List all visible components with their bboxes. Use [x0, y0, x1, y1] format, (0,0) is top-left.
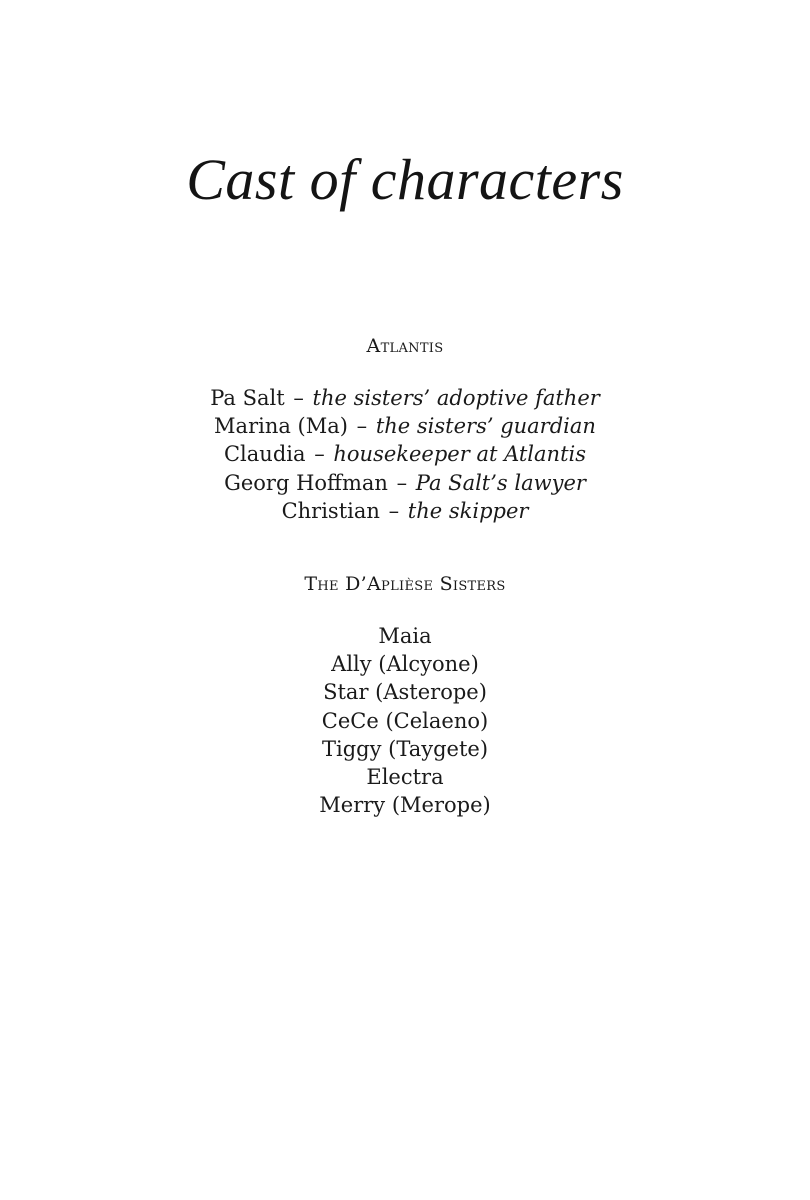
- character-name: Pa Salt: [210, 386, 285, 410]
- cast-entry: [0, 469, 810, 497]
- sister-name: Merry (Merope): [319, 793, 491, 818]
- character-role: housekeeper at Atlantis: [333, 442, 587, 467]
- atlantis-heading: Atlantis: [366, 335, 444, 357]
- character-role: the sisters’ guardian: [375, 414, 596, 439]
- page-title: Cast of characters: [186, 147, 624, 212]
- sisters-heading: The D’Aplièse Sisters: [304, 573, 506, 595]
- sister-name: Tiggy (Taygete): [321, 736, 489, 761]
- separator-dash: –: [293, 386, 304, 410]
- separator-dash: –: [356, 414, 368, 439]
- character-name: Georg Hoffman: [224, 470, 388, 495]
- sisters-section: [0, 572, 810, 596]
- character-name: Claudia: [223, 442, 306, 467]
- character-role: the skipper: [407, 498, 529, 523]
- sister-name: Electra: [366, 765, 444, 790]
- cast-entry: [0, 412, 810, 440]
- character-role: the sisters’ adoptive father: [312, 386, 600, 410]
- cast-entry: [0, 440, 810, 468]
- separator-dash: –: [396, 470, 408, 495]
- cast-entry: [0, 384, 810, 412]
- character-name: Christian: [281, 498, 380, 523]
- sister-name: CeCe (Celaeno): [321, 708, 489, 733]
- separator-dash: –: [314, 442, 325, 467]
- character-name: Marina (Ma): [214, 414, 348, 439]
- atlantis-list: [0, 384, 810, 525]
- sister-name: Maia: [378, 624, 432, 648]
- atlantis-section: [0, 334, 810, 358]
- sister-name: Ally (Alcyone): [331, 652, 479, 677]
- sister-name: Star (Asterope): [323, 680, 487, 705]
- cast-entry: [0, 497, 810, 525]
- separator-dash: –: [388, 498, 400, 523]
- sisters-list: [0, 622, 810, 819]
- character-role: Pa Salt’s lawyer: [415, 470, 586, 495]
